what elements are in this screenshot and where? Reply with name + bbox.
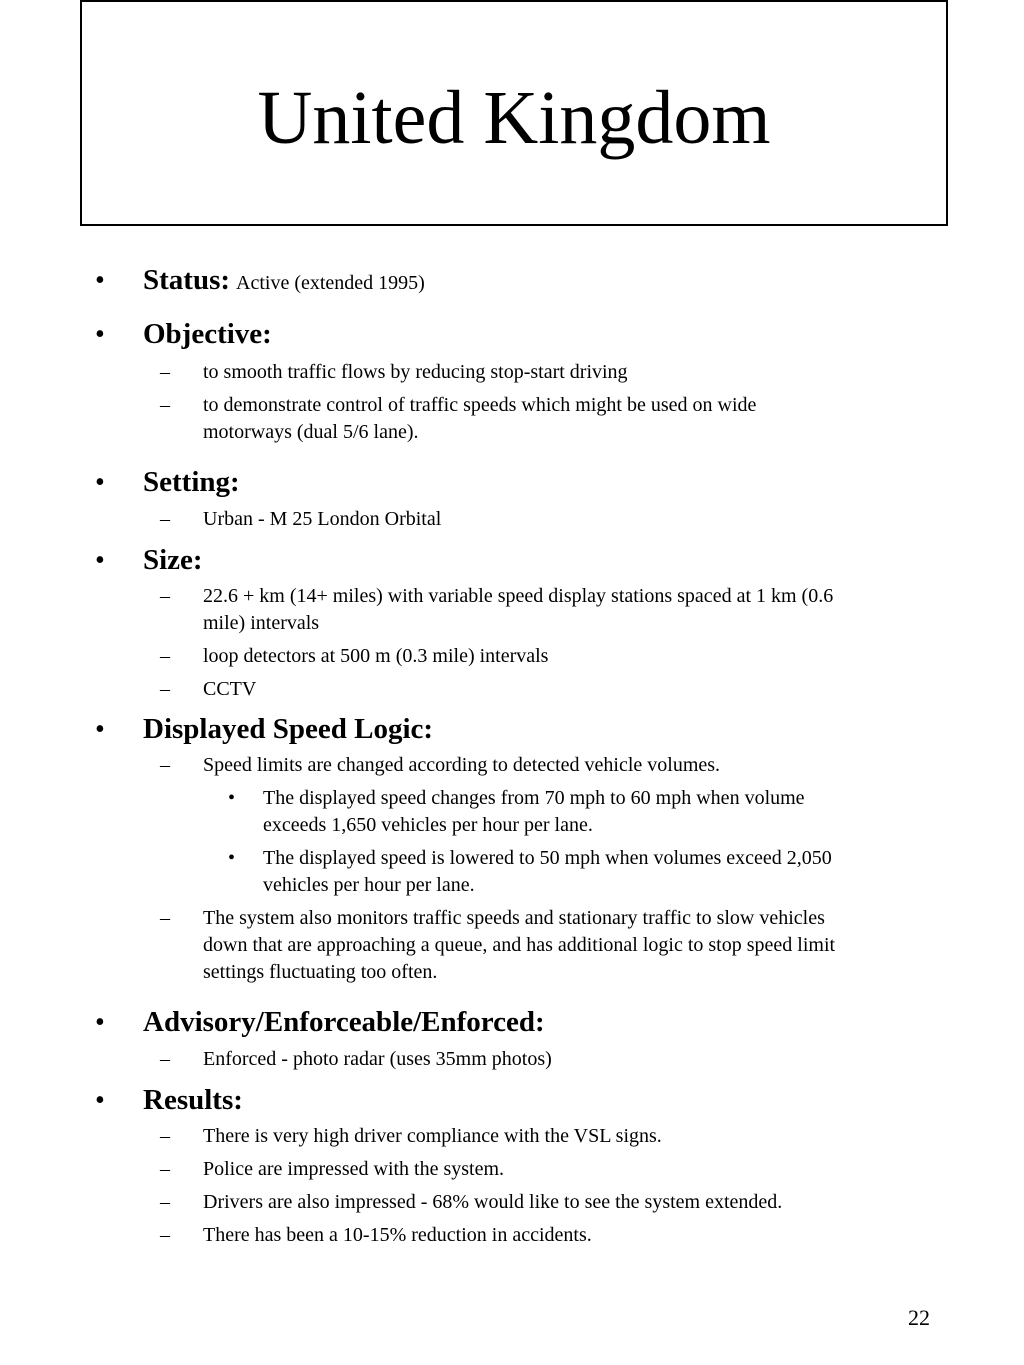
dash-marker: –	[160, 1048, 170, 1070]
enforcement-item: Enforced - photo radar (uses 35mm photos)	[203, 1048, 552, 1070]
slide-title: United Kingdom	[257, 76, 771, 160]
bullet-marker: •	[95, 545, 105, 576]
bullet-marker: •	[95, 1007, 105, 1038]
dash-marker: –	[160, 645, 170, 667]
sub-bullet-marker: •	[228, 787, 236, 809]
results-item: Drivers are also impressed - 68% would like to see the system extended.	[203, 1191, 783, 1213]
size-item: 22.6 + km (14+ miles) with variable speed display stations spaced at 1 km (0.6	[203, 585, 834, 607]
logic-item: The system also monitors traffic speeds and stationary traffic to slow vehicles	[203, 907, 825, 929]
bullet-marker: •	[95, 319, 105, 350]
dash-marker: –	[160, 1125, 170, 1147]
enforcement-label: Advisory/Enforceable/Enforced:	[143, 1006, 545, 1038]
logic-sub-item-continuation: exceeds 1,650 vehicles per hour per lane.	[263, 814, 593, 836]
status-line	[143, 263, 425, 300]
logic-sub-item-continuation: vehicles per hour per lane.	[263, 874, 475, 896]
setting-label: Setting:	[143, 466, 240, 498]
dash-marker: –	[160, 754, 170, 776]
dash-marker: –	[160, 907, 170, 929]
objective-item: to smooth traffic flows by reducing stop-start driving	[203, 361, 628, 383]
dash-marker: –	[160, 361, 170, 383]
logic-sub-item: The displayed speed is lowered to 50 mph when volumes exceed 2,050	[263, 847, 832, 869]
dash-marker: –	[160, 678, 170, 700]
size-item: CCTV	[203, 678, 257, 700]
bullet-marker: •	[95, 714, 105, 745]
logic-item-continuation: settings fluctuating too often.	[203, 961, 438, 983]
bullet-marker: •	[95, 265, 105, 296]
page-number: 22	[908, 1305, 930, 1330]
dash-marker: –	[160, 394, 170, 416]
bullet-marker: •	[95, 467, 105, 498]
objective-item: to demonstrate control of traffic speeds which might be used on wide	[203, 394, 757, 416]
objective-label: Objective:	[143, 318, 272, 350]
size-item: loop detectors at 500 m (0.3 mile) intervals	[203, 645, 549, 667]
logic-sub-item: The displayed speed changes from 70 mph to 60 mph when volume	[263, 787, 805, 809]
dash-marker: –	[160, 1158, 170, 1180]
results-item: Police are impressed with the system.	[203, 1158, 505, 1180]
logic-item-continuation: down that are approaching a queue, and has additional logic to stop speed limit	[203, 934, 836, 956]
results-item: There has been a 10-15% reduction in accidents.	[203, 1224, 592, 1246]
title-box	[80, 0, 948, 226]
setting-item: Urban - M 25 London Orbital	[203, 508, 442, 530]
logic-label: Displayed Speed Logic:	[143, 713, 434, 745]
status-value: Active (extended 1995)	[236, 272, 425, 294]
sub-bullet-marker: •	[228, 847, 236, 869]
size-item-continuation: mile) intervals	[203, 612, 320, 634]
dash-marker: –	[160, 1224, 170, 1246]
dash-marker: –	[160, 508, 170, 530]
size-label: Size:	[143, 544, 203, 576]
logic-item: Speed limits are changed according to detected vehicle volumes.	[203, 754, 721, 776]
objective-item-continuation: motorways (dual 5/6 lane).	[203, 421, 419, 443]
results-label: Results:	[143, 1084, 243, 1116]
status-label: Status:	[143, 264, 231, 296]
dash-marker: –	[160, 585, 170, 607]
bullet-marker: •	[95, 1085, 105, 1116]
results-item: There is very high driver compliance with the VSL signs.	[203, 1125, 662, 1147]
dash-marker: –	[160, 1191, 170, 1213]
